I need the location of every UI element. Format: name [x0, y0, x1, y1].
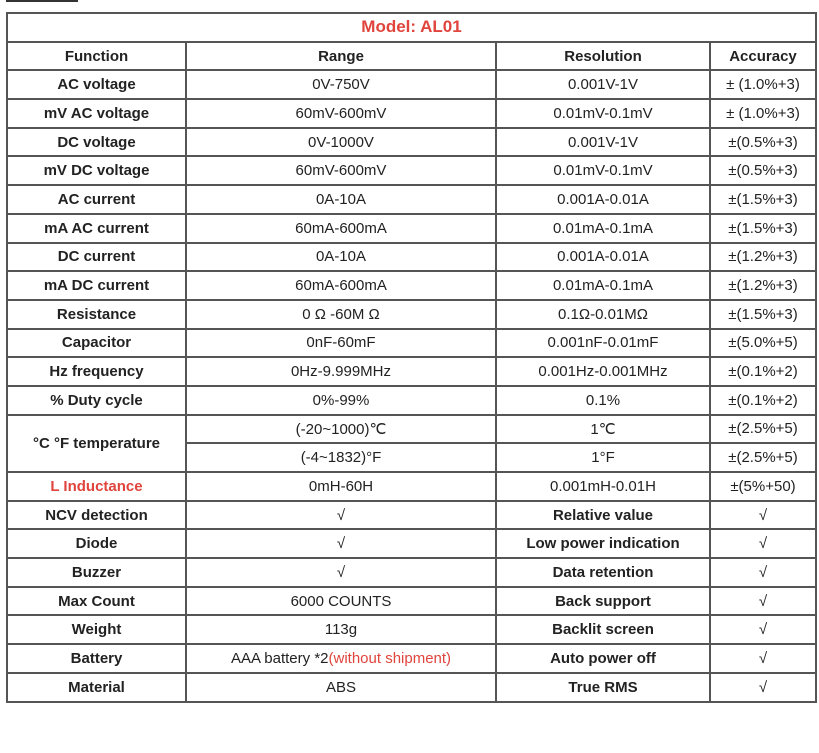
range-cell: 0nF-60mF: [186, 329, 496, 358]
feature-name-cell: Max Count: [7, 587, 186, 616]
range-cell: (-4~1832)°F: [186, 443, 496, 472]
feature-name-cell: Material: [7, 673, 186, 702]
accuracy-cell: ±(1.5%+3): [710, 300, 816, 329]
feature-value-cell: √: [710, 587, 816, 616]
feature-name-cell: Low power indication: [496, 529, 710, 558]
accuracy-cell: ±(0.5%+3): [710, 156, 816, 185]
feature-value-cell: [186, 644, 496, 673]
resolution-cell: 0.001mH-0.01H: [496, 472, 710, 501]
accuracy-cell: ± (1.0%+3): [710, 99, 816, 128]
feature-value-cell: 113g: [186, 615, 496, 644]
range-cell: 0%-99%: [186, 386, 496, 415]
table-row: [7, 501, 816, 530]
function-cell: DC current: [7, 243, 186, 272]
resolution-cell: 1℃: [496, 415, 710, 444]
model-title: Model: AL01: [7, 13, 816, 42]
feature-name-cell: Back support: [496, 587, 710, 616]
table-row: [7, 615, 816, 644]
header-accuracy: Accuracy: [710, 42, 816, 71]
feature-value-cell: √: [186, 501, 496, 530]
table-row: [7, 185, 816, 214]
feature-value-cell: √: [710, 644, 816, 673]
accuracy-cell: ±(5%+50): [710, 472, 816, 501]
feature-value-cell: √: [710, 558, 816, 587]
resolution-cell: 0.001nF-0.01mF: [496, 329, 710, 358]
table-row: [7, 243, 816, 272]
feature-value-cell: √: [186, 529, 496, 558]
accuracy-cell: ±(2.5%+5): [710, 415, 816, 444]
function-cell: AC voltage: [7, 70, 186, 99]
accuracy-cell: ±(2.5%+5): [710, 443, 816, 472]
accuracy-cell: ±(1.2%+3): [710, 271, 816, 300]
range-cell: 0 Ω -60M Ω: [186, 300, 496, 329]
resolution-cell: 0.1Ω-0.01MΩ: [496, 300, 710, 329]
feature-value-cell: √: [710, 529, 816, 558]
table-row: [7, 156, 816, 185]
resolution-cell: 0.1%: [496, 386, 710, 415]
feature-value-cell: 6000 COUNTS: [186, 587, 496, 616]
function-cell: Hz frequency: [7, 357, 186, 386]
table-row: [7, 386, 816, 415]
function-cell: AC current: [7, 185, 186, 214]
table-row: [7, 673, 816, 702]
function-cell: % Duty cycle: [7, 386, 186, 415]
table-row: [7, 128, 816, 157]
range-cell: 60mA-600mA: [186, 214, 496, 243]
battery-note: (without shipment): [328, 649, 452, 667]
header-resolution: Resolution: [496, 42, 710, 71]
range-cell: 60mA-600mA: [186, 271, 496, 300]
range-cell: 60mV-600mV: [186, 99, 496, 128]
resolution-cell: 0.001A-0.01A: [496, 243, 710, 272]
resolution-cell: 0.01mA-0.1mA: [496, 214, 710, 243]
feature-name-cell: Relative value: [496, 501, 710, 530]
table-row: [7, 472, 816, 501]
table-row: [7, 300, 816, 329]
range-cell: 60mV-600mV: [186, 156, 496, 185]
resolution-cell: 1°F: [496, 443, 710, 472]
accuracy-cell: ±(0.1%+2): [710, 357, 816, 386]
feature-value-cell: √: [710, 673, 816, 702]
table-row: [7, 529, 816, 558]
table-row: [7, 357, 816, 386]
feature-name-cell: Backlit screen: [496, 615, 710, 644]
resolution-cell: 0.01mA-0.1mA: [496, 271, 710, 300]
feature-value-cell: √: [186, 558, 496, 587]
resolution-cell: 0.001A-0.01A: [496, 185, 710, 214]
accuracy-cell: ± (1.0%+3): [710, 70, 816, 99]
accuracy-cell: ±(0.5%+3): [710, 128, 816, 157]
table-row: [7, 415, 816, 444]
spec-table: [6, 12, 817, 703]
accuracy-cell: ±(5.0%+5): [710, 329, 816, 358]
feature-name-cell: Auto power off: [496, 644, 710, 673]
function-cell: Resistance: [7, 300, 186, 329]
accuracy-cell: ±(1.5%+3): [710, 214, 816, 243]
function-cell: mA DC current: [7, 271, 186, 300]
range-cell: 0A-10A: [186, 185, 496, 214]
resolution-cell: 0.001V-1V: [496, 70, 710, 99]
range-cell: 0V-1000V: [186, 128, 496, 157]
resolution-cell: 0.001Hz-0.001MHz: [496, 357, 710, 386]
feature-value-cell: ABS: [186, 673, 496, 702]
feature-name-cell: Buzzer: [7, 558, 186, 587]
feature-name-cell: Diode: [7, 529, 186, 558]
table-row: [7, 70, 816, 99]
feature-name-cell: Battery: [7, 644, 186, 673]
function-cell: Capacitor: [7, 329, 186, 358]
feature-name-cell: True RMS: [496, 673, 710, 702]
table-row: [7, 587, 816, 616]
model-row: [7, 13, 816, 42]
table-row: [7, 329, 816, 358]
range-cell: 0V-750V: [186, 70, 496, 99]
function-cell: mA AC current: [7, 214, 186, 243]
range-cell: (-20~1000)℃: [186, 415, 496, 444]
table-row: [7, 644, 816, 673]
function-cell: DC voltage: [7, 128, 186, 157]
range-cell: 0mH-60H: [186, 472, 496, 501]
function-cell: mV DC voltage: [7, 156, 186, 185]
table-row: [7, 99, 816, 128]
table-row: [7, 271, 816, 300]
header-range: Range: [186, 42, 496, 71]
table-row: [7, 558, 816, 587]
top-rule: [6, 0, 78, 2]
table-row: [7, 214, 816, 243]
function-cell: mV AC voltage: [7, 99, 186, 128]
header-row: [7, 42, 816, 71]
resolution-cell: 0.001V-1V: [496, 128, 710, 157]
feature-name-cell: NCV detection: [7, 501, 186, 530]
range-cell: 0Hz-9.999MHz: [186, 357, 496, 386]
resolution-cell: 0.01mV-0.1mV: [496, 156, 710, 185]
battery-value: AAA battery *2: [230, 649, 329, 667]
feature-value-cell: √: [710, 615, 816, 644]
function-cell: L Inductance: [7, 472, 186, 501]
range-cell: 0A-10A: [186, 243, 496, 272]
feature-value-cell: √: [710, 501, 816, 530]
function-cell: °C °F temperature: [7, 415, 186, 472]
accuracy-cell: ±(1.2%+3): [710, 243, 816, 272]
feature-name-cell: Data retention: [496, 558, 710, 587]
resolution-cell: 0.01mV-0.1mV: [496, 99, 710, 128]
header-function: Function: [7, 42, 186, 71]
feature-name-cell: Weight: [7, 615, 186, 644]
accuracy-cell: ±(0.1%+2): [710, 386, 816, 415]
accuracy-cell: ±(1.5%+3): [710, 185, 816, 214]
